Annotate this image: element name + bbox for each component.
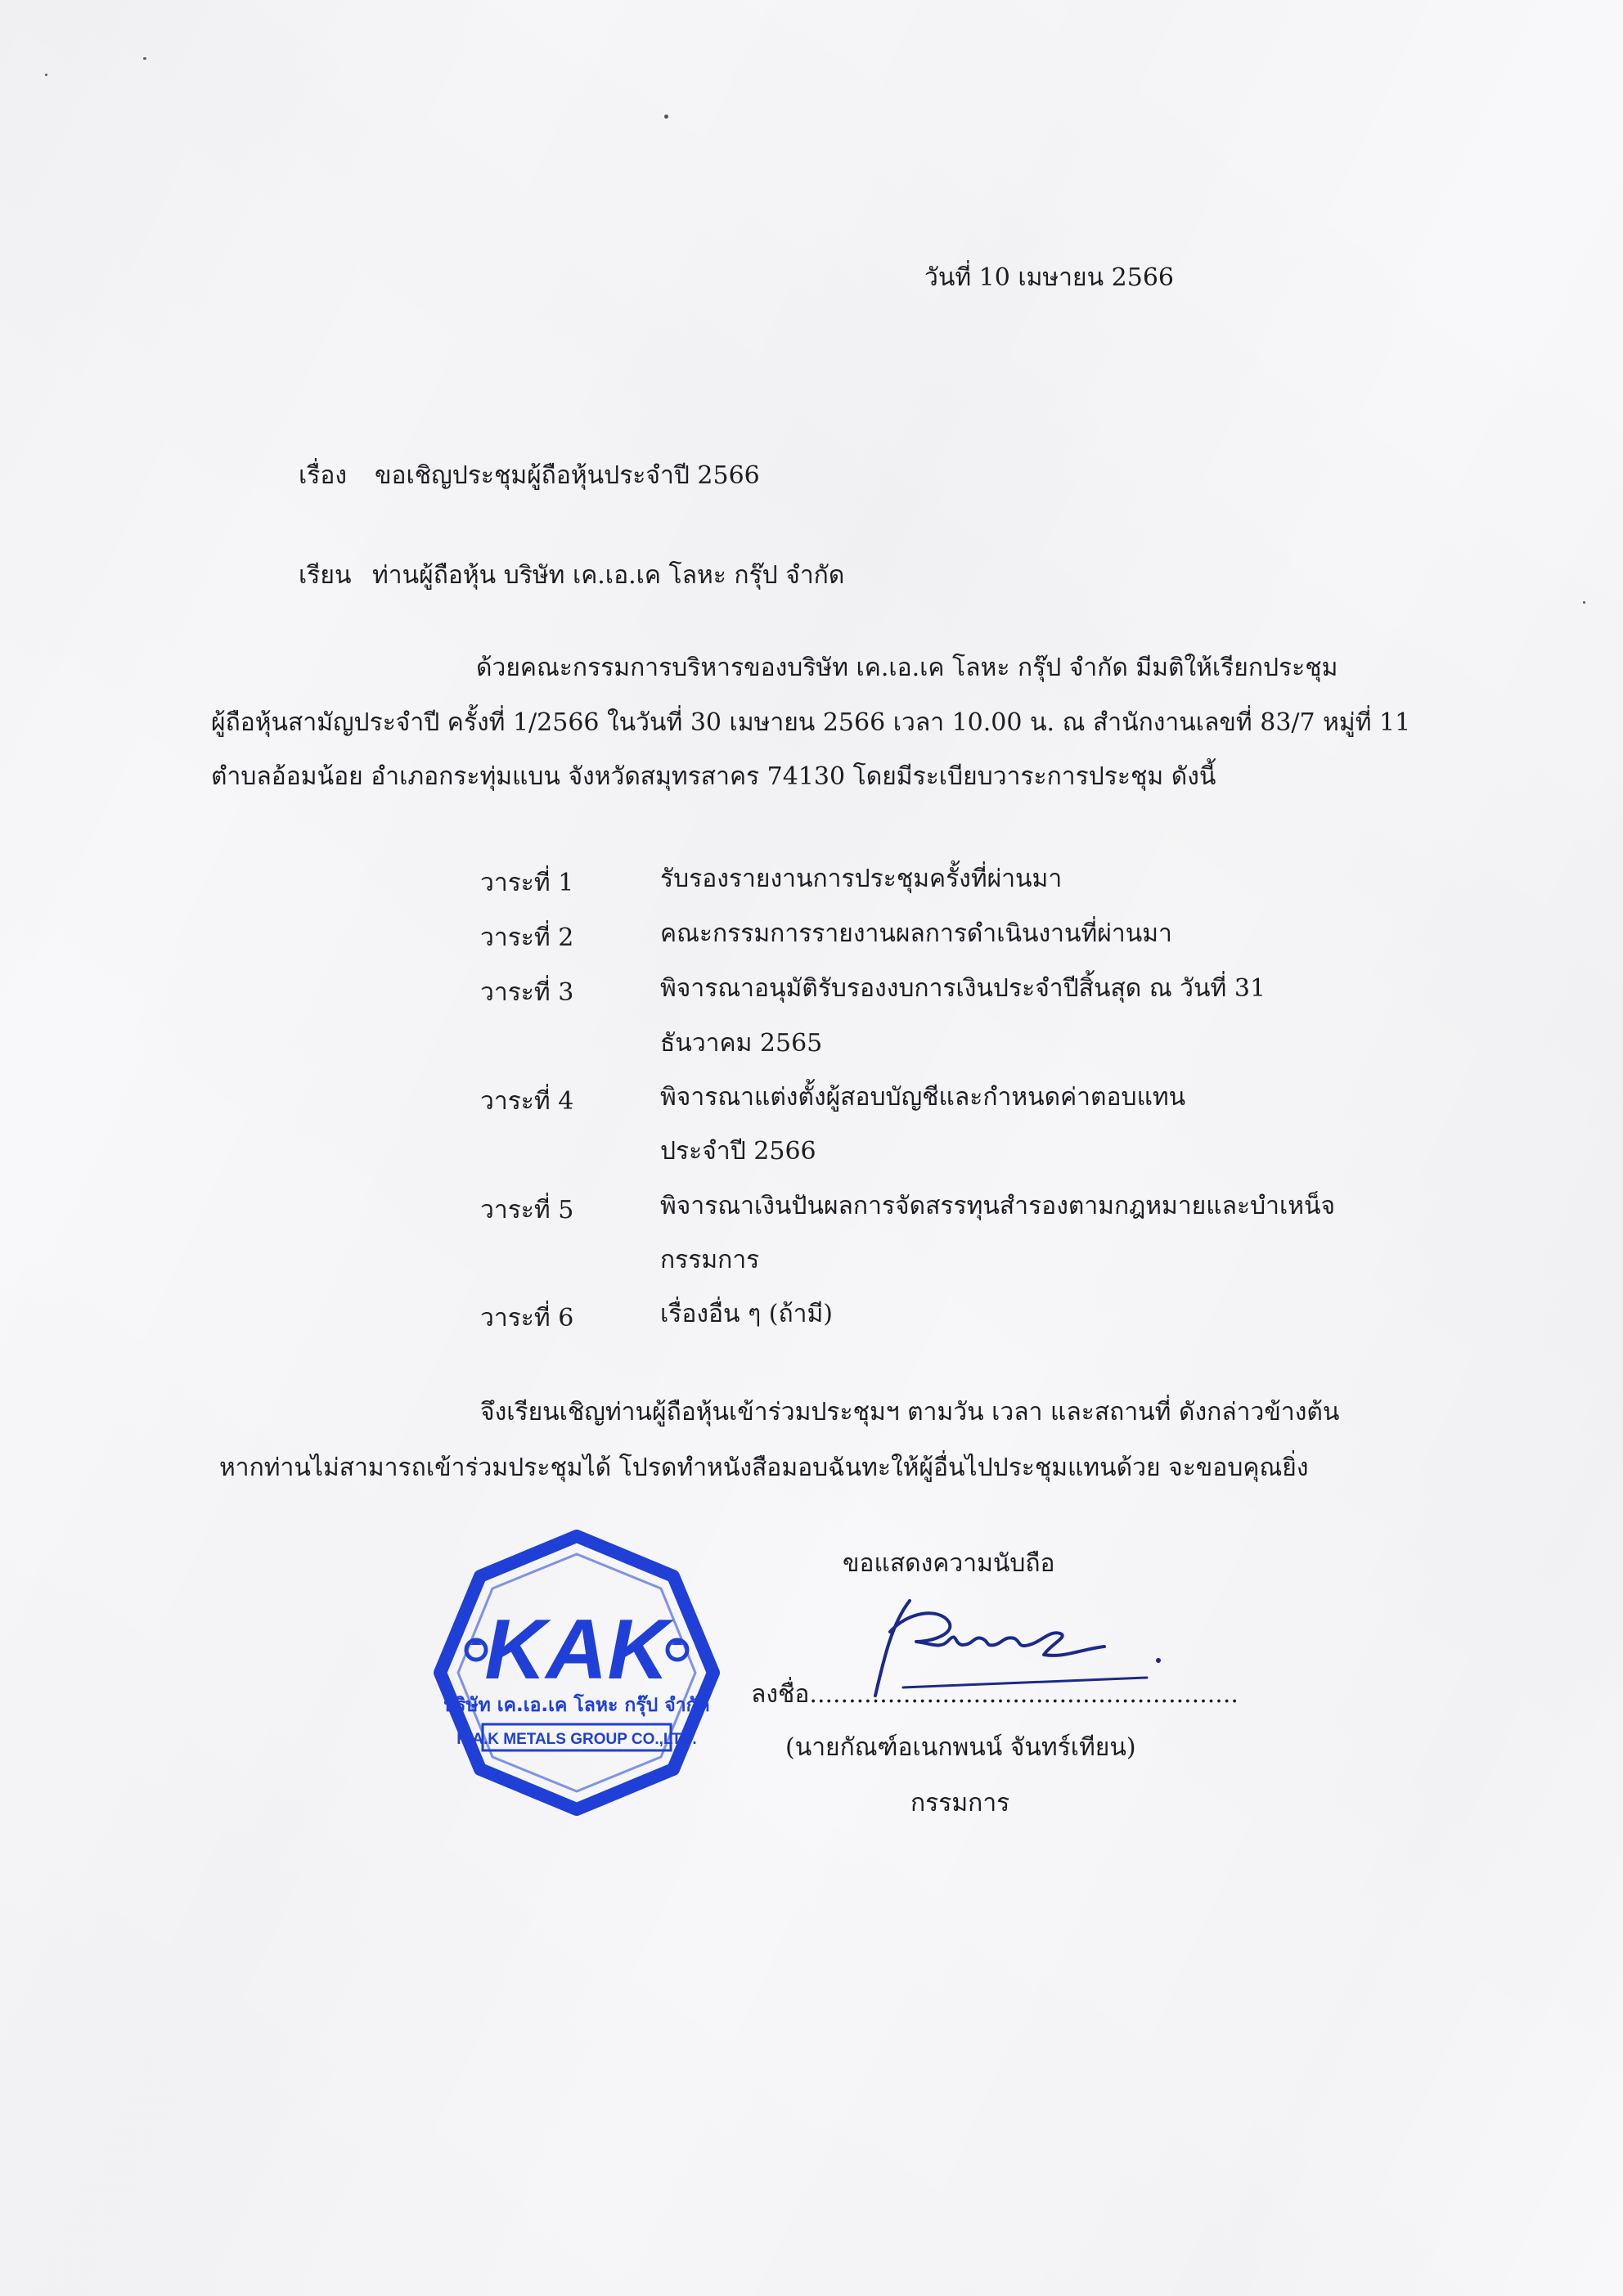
subject-label: เรื่อง — [299, 461, 348, 490]
signature-line: ลงชื่อ....................................................... — [751, 1680, 1239, 1709]
agenda-item-text-cont: กรรมการ — [660, 1246, 760, 1274]
agenda-label: วาระที่ 5 — [480, 1196, 574, 1224]
agenda-label: วาระที่ 1 — [480, 869, 574, 897]
agenda-item-text: เรื่องอื่น ๆ (ถ้ามี) — [660, 1300, 833, 1328]
stamp-company-th: บริษัท เค.เอ.เค โลหะ กรุ๊ป จำกัด — [443, 1695, 710, 1716]
recycle-icon — [466, 1640, 486, 1660]
company-stamp — [434, 1530, 720, 1816]
paper-speck — [45, 74, 47, 76]
closing-line-1: จึงเรียนเชิญท่านผู้ถือหุ้นเข้าร่วมประชุมฯ ตามวัน เวลา และสถานที่ ดังกล่าวข้างต้น — [480, 1398, 1340, 1427]
agenda-item-text: พิจารณาแต่งตั้งผู้สอบบัญชีและกำหนดค่าตอบแทน — [660, 1083, 1186, 1112]
agenda-label: วาระที่ 2 — [480, 923, 574, 952]
intro-line-2: ผู้ถือหุ้นสามัญประจำปี ครั้งที่ 1/2566 ในวันที่ 30 เมษายน 2566 เวลา 10.00 น. ณ สำนักงานเลขที่ 83/7 หมู่ที่ 11 — [211, 708, 1411, 737]
intro-line-1: ด้วยคณะกรรมการบริหารของบริษัท เค.เอ.เค โลหะ กรุ๊ป จำกัด มีมติให้เรียกประชุม — [476, 654, 1338, 682]
stamp-logo: KAK — [484, 1602, 669, 1697]
agenda-item-text-cont: ประจำปี 2566 — [660, 1137, 816, 1166]
agenda-label: วาระที่ 6 — [480, 1304, 574, 1332]
agenda-label: วาระที่ 3 — [480, 978, 574, 1007]
regards: ขอแสดงความนับถือ — [843, 1549, 1055, 1578]
paper-speck — [1583, 601, 1585, 604]
paper-speck — [143, 57, 146, 60]
recipient-label: เรียน — [299, 561, 352, 590]
paper-speck — [664, 115, 668, 119]
signer-title: กรรมการ — [910, 1789, 1010, 1817]
intro-line-3: ตำบลอ้อมน้อย อำเภอกระทุ่มแบน จังหวัดสมุทรสาคร 74130 โดยมีระเบียบวาระการประชุม ดังนี้ — [211, 762, 1216, 791]
agenda-item-text: พิจารณาอนุมัติรับรองงบการเงินประจำปีสิ้นสุด ณ วันที่ 31 — [660, 974, 1266, 1003]
agenda-item-text: คณะกรรมการรายงานผลการดำเนินงานที่ผ่านมา — [660, 919, 1172, 948]
letter-date: วันที่ 10 เมษายน 2566 — [924, 263, 1174, 292]
recycle-icon — [668, 1640, 687, 1660]
agenda-label: วาระที่ 4 — [480, 1087, 574, 1116]
subject-text: ขอเชิญประชุมผู้ถือหุ้นประจำปี 2566 — [375, 461, 760, 490]
agenda-item-text-cont: ธันวาคม 2565 — [660, 1029, 823, 1058]
stamp-company-en: K.A.K METALS GROUP CO.,LTD. — [456, 1731, 697, 1748]
agenda-item-text: รับรองรายงานการประชุมครั้งที่ผ่านมา — [660, 865, 1063, 893]
recipient-text: ท่านผู้ถือหุ้น บริษัท เค.เอ.เค โลหะ กรุ๊ป จำกัด — [372, 561, 845, 590]
signer-name: (นายกัณฑ์อเนกพนน์ จันทร์เทียน) — [785, 1733, 1136, 1762]
closing-line-2: หากท่านไม่สามารถเข้าร่วมประชุมได้ โปรดทำหนังสือมอบฉันทะให้ผู้อื่นไปประชุมแทนด้วย จะขอบคุณยิ่ง — [219, 1454, 1309, 1482]
agenda-item-text: พิจารณาเงินปันผลการจัดสรรทุนสำรองตามกฎหมายและบำเหน็จ — [660, 1192, 1336, 1220]
